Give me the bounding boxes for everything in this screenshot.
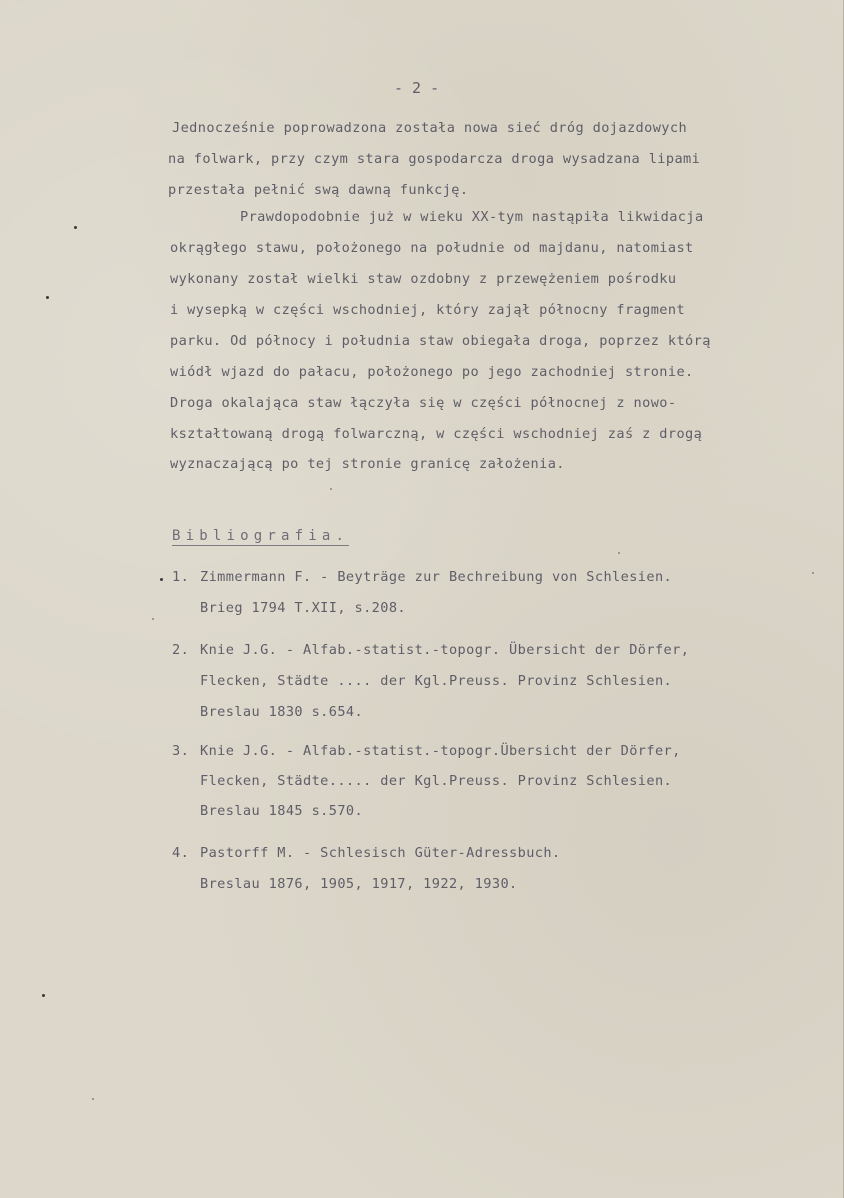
bibliography-entry-line: Pastorff M. - Schlesisch Güter-Adressbuch. (200, 845, 561, 861)
body-line: Droga okalająca staw łączyła się w części północnej z nowo- (170, 395, 677, 411)
bibliography-entry-number: 1. (172, 569, 190, 585)
paper-speck (330, 488, 332, 490)
bibliography-entry-line: Brieg 1794 T.XII, s.208. (200, 600, 407, 616)
paper-speck (618, 552, 620, 554)
body-line: na folwark, przy czym stara gospodarcza droga wysadzana lipami (168, 151, 701, 167)
bibliography-entry-line: Breslau 1876, 1905, 1917, 1922, 1930. (200, 876, 518, 892)
bibliography-heading: Bibliografia. (172, 528, 350, 544)
bibliography-entry-line: Knie J.G. - Alfab.-statist.-topogr. Übersicht der Dörfer, (200, 642, 690, 658)
bibliography-entry-number: 4. (172, 845, 190, 861)
body-line: Prawdopodobnie już w wieku XX-tym nastąpiła likwidacja (240, 209, 704, 225)
paper-speck (46, 296, 49, 299)
bibliography-entry-number: 2. (172, 642, 190, 658)
paper-speck (812, 572, 814, 574)
bibliography-entry-line: Breslau 1830 s.654. (200, 704, 364, 720)
body-line: przestała pełnić swą dawną funkcję. (168, 182, 469, 198)
body-line: okrągłego stawu, położonego na południe od majdanu, natomiast (170, 240, 694, 256)
body-line: kształtowaną drogą folwarczną, w części wschodniej zaś z drogą (170, 426, 703, 442)
bibliography-entry-line: Breslau 1845 s.570. (200, 803, 364, 819)
paper-speck (74, 226, 77, 229)
body-line: Jednocześnie poprowadzona została nowa sieć dróg dojazdowych (172, 120, 688, 136)
body-line: wiódł wjazd do pałacu, położonego po jego zachodniej stronie. (170, 364, 694, 380)
page-number: - 2 - (394, 79, 440, 97)
bibliography-entry-number: 3. (172, 743, 190, 759)
body-line: parku. Od północy i południa staw obiegała droga, poprzez którą (170, 333, 711, 349)
body-line: wyznaczającą po tej stronie granicę założenia. (170, 456, 565, 472)
bibliography-entry-line: Flecken, Städte..... der Kgl.Preuss. Provinz Schlesien. (200, 773, 673, 789)
paper-speck (92, 1098, 94, 1100)
paper-speck (42, 994, 45, 997)
bibliography-entry-line: Knie J.G. - Alfab.-statist.-topogr.Übersicht der Dörfer, (200, 743, 681, 759)
bibliography-entry-line: Zimmermann F. - Beyträge zur Bechreibung von Schlesien. (200, 569, 673, 585)
paper-speck (152, 618, 154, 620)
body-line: i wysepką w części wschodniej, który zajął północny fragment (170, 302, 686, 318)
bibliography-entry-line: Flecken, Städte .... der Kgl.Preuss. Provinz Schlesien. (200, 673, 673, 689)
paper-speck (160, 578, 163, 581)
body-line: wykonany został wielki staw ozdobny z przewężeniem pośrodku (170, 271, 677, 287)
